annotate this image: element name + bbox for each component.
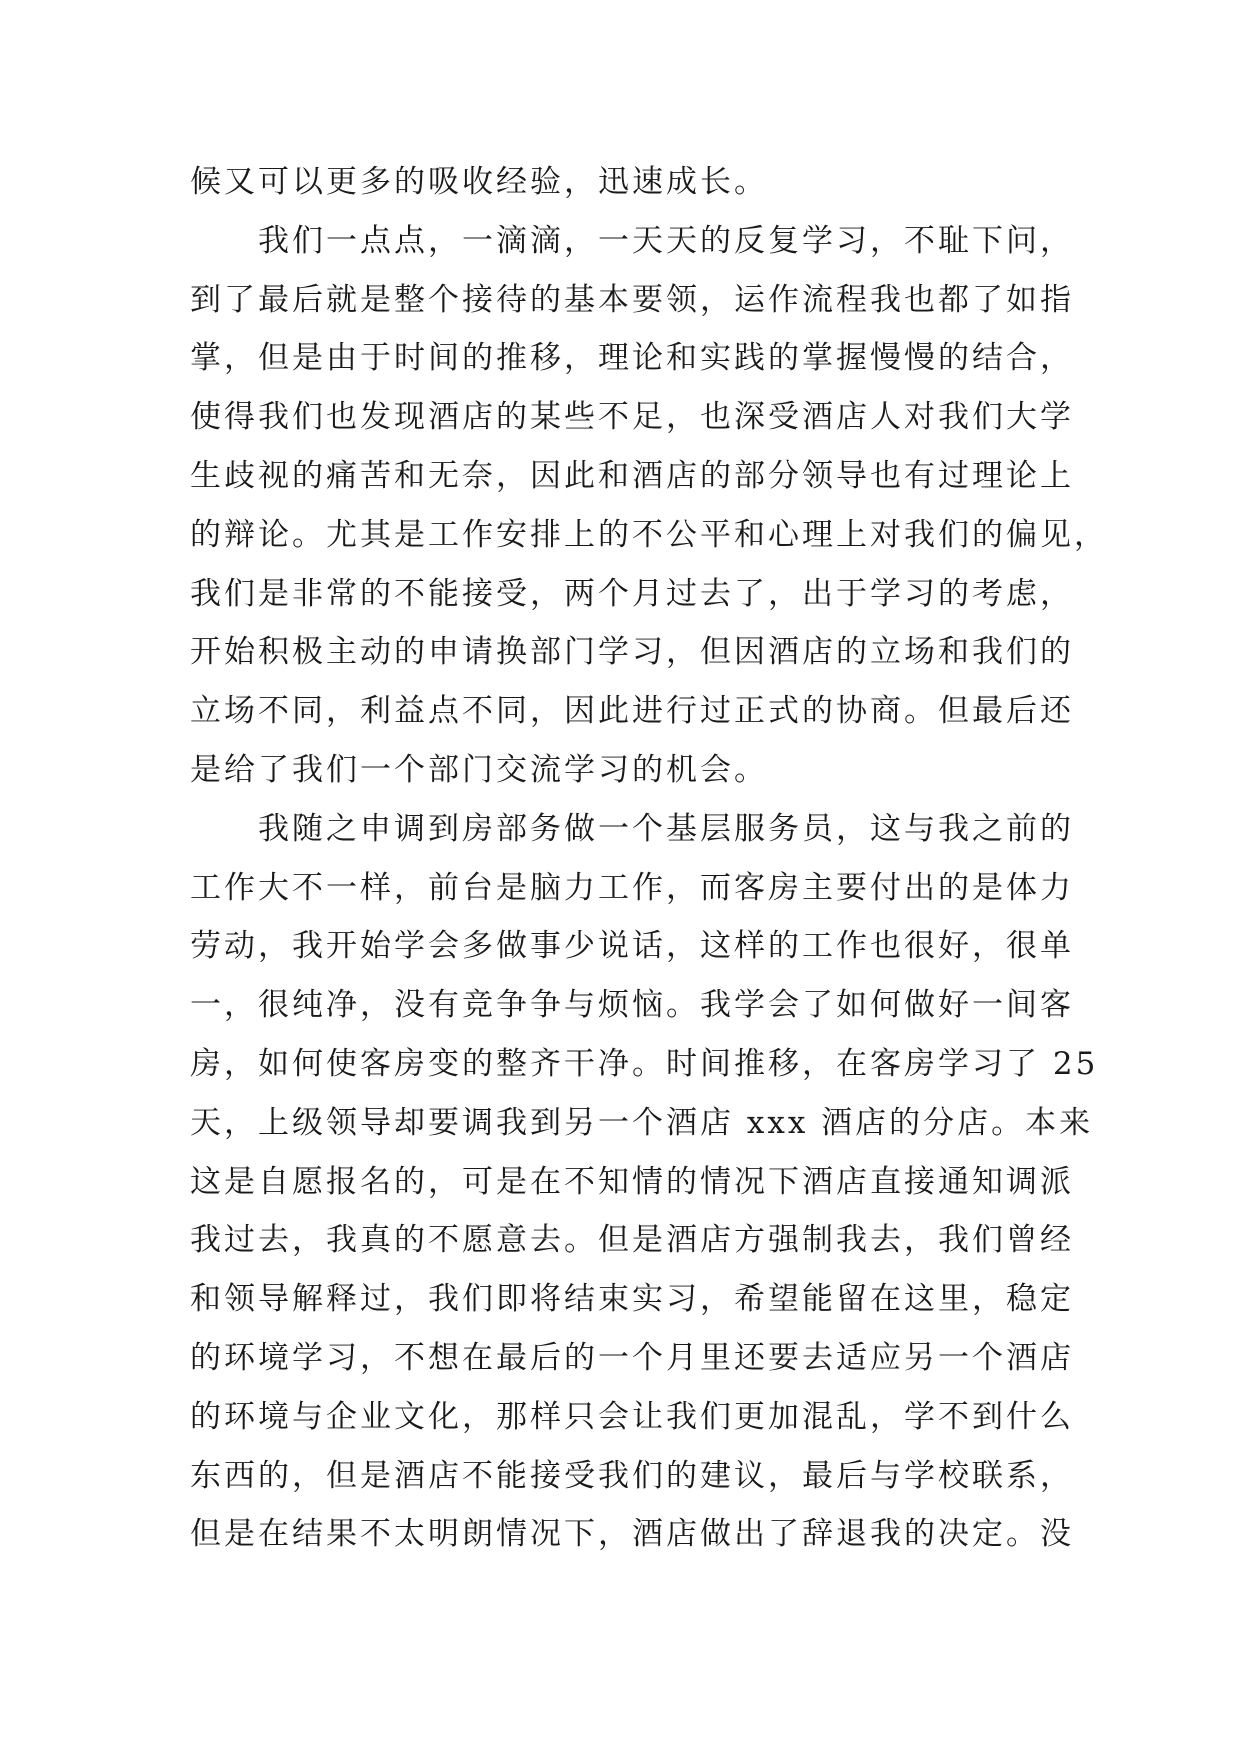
text-line: 的环境与企业文化，那样只会让我们更加混乱，学不到什么	[190, 1398, 1074, 1435]
paragraph-first-line: 我随之申调到房部务做一个基层服务员，这与我之前的	[258, 810, 1074, 847]
text-line: 劳动，我开始学会多做事少说话，这样的工作也很好，很单	[190, 928, 1074, 965]
text-line: 房，如何使客房变的整齐干净。时间推移，在客房学习了 25	[190, 1045, 1099, 1082]
text-line: 天，上级领导却要调我到另一个酒店 xxx 酒店的分店。本来	[190, 1104, 1094, 1141]
text-line: 这是自愿报名的，可是在不知情的情况下酒店直接通知调派	[190, 1163, 1074, 1200]
text-line: 东西的，但是酒店不能接受我们的建议，最后与学校联系，	[190, 1457, 1074, 1494]
body-text	[190, 153, 1108, 1564]
text-line: 是给了我们一个部门交流学习的机会。	[190, 751, 768, 788]
paragraph-first-line: 我们一点点，一滴滴，一天天的反复学习，不耻下问，	[258, 222, 1074, 259]
text-line: 我过去，我真的不愿意去。但是酒店方强制我去，我们曾经	[190, 1222, 1074, 1259]
text-line: 我们是非常的不能接受，两个月过去了，出于学习的考虑，	[190, 575, 1074, 612]
text-line: 的辩论。尤其是工作安排上的不公平和心理上对我们的偏见，	[190, 516, 1108, 553]
text-line: 到了最后就是整个接待的基本要领，运作流程我也都了如指	[190, 281, 1074, 318]
text-line: 的环境学习，不想在最后的一个月里还要去适应另一个酒店	[190, 1339, 1074, 1376]
text-line: 工作大不一样，前台是脑力工作，而客房主要付出的是体力	[190, 869, 1074, 906]
text-line: 但是在结果不太明朗情况下，酒店做出了辞退我的决定。没	[190, 1516, 1074, 1553]
text-line: 和领导解释过，我们即将结束实习，希望能留在这里，稳定	[190, 1281, 1074, 1318]
text-line: 开始积极主动的申请换部门学习，但因酒店的立场和我们的	[190, 634, 1074, 671]
text-line: 一，很纯净，没有竞争争与烦恼。我学会了如何做好一间客	[190, 987, 1074, 1024]
text-line: 候又可以更多的吸收经验，迅速成长。	[190, 164, 768, 200]
text-line: 掌，但是由于时间的推移，理论和实践的掌握慢慢的结合，	[190, 340, 1074, 377]
text-line: 使得我们也发现酒店的某些不足，也深受酒店人对我们大学	[190, 399, 1074, 436]
text-line: 生歧视的痛苦和无奈，因此和酒店的部分领导也有过理论上	[190, 457, 1074, 494]
text-line: 立场不同，利益点不同，因此进行过正式的协商。但最后还	[190, 693, 1074, 730]
